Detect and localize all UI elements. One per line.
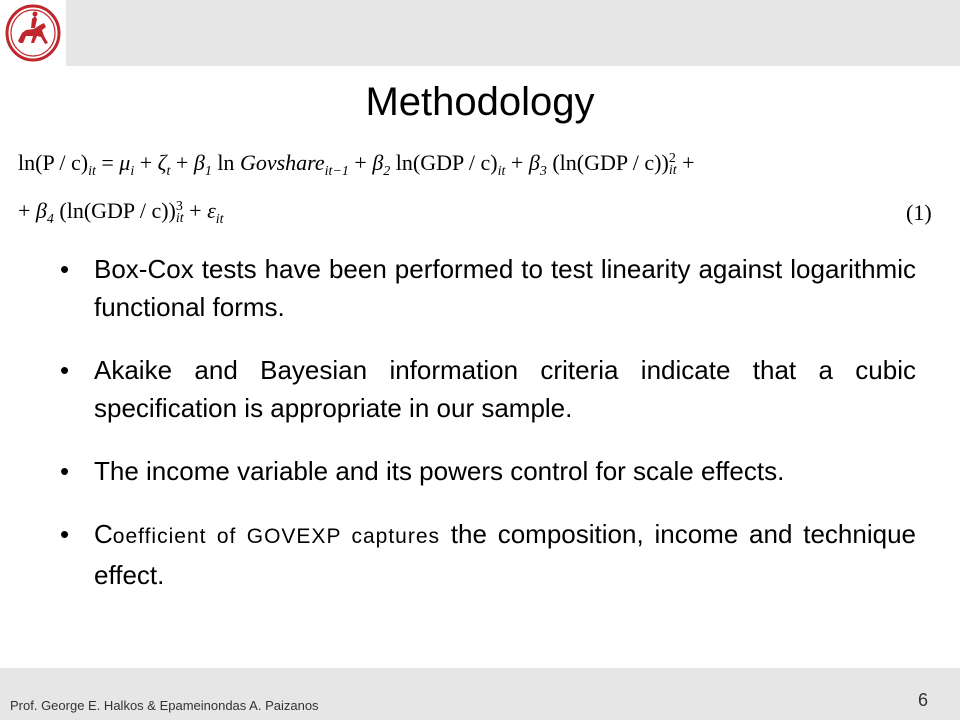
bullet-icon: • bbox=[60, 355, 70, 385]
bullet-icon: • bbox=[60, 519, 70, 549]
header-bar bbox=[0, 0, 960, 66]
list-item: • Coefficient of GOVEXP captures the composition, income and technique effect. bbox=[60, 515, 916, 594]
equation-line-2: + $\beta_4$ (ln(GDP / c)) 3 it + $\varepsilon_{it}$ bbox=[18, 198, 224, 227]
slide-title: Methodology bbox=[365, 80, 595, 124]
logo bbox=[0, 0, 66, 66]
list-item: • The income variable and its powers control for scale effects. bbox=[60, 452, 916, 490]
bullet-icon: • bbox=[60, 456, 70, 486]
equation-number: (1) bbox=[906, 200, 932, 225]
footer-author: Prof. George E. Halkos & Epameinondas A. Paizanos bbox=[10, 698, 319, 713]
bullet-icon: • bbox=[60, 254, 70, 284]
university-seal-logo bbox=[4, 3, 62, 63]
list-item: • Box-Cox tests have been performed to test linearity against logarithmic functional forms. bbox=[60, 250, 916, 326]
list-item: • Akaike and Bayesian information criteria indicate that a cubic specification is appropriate in our sample. bbox=[60, 351, 916, 427]
equation-line-1: $\ln(P / c)_{it} = \mu_i + \zeta_t + \beta_1$ ln Govshare$_{it-1}$ + $\beta_2$ $\ln(GDP / c)_{it} + \beta_3$ (ln(GDP / c)) 2 it + bbox=[18, 150, 695, 179]
bullet-list bbox=[60, 250, 916, 619]
page-number: 6 bbox=[918, 690, 929, 710]
